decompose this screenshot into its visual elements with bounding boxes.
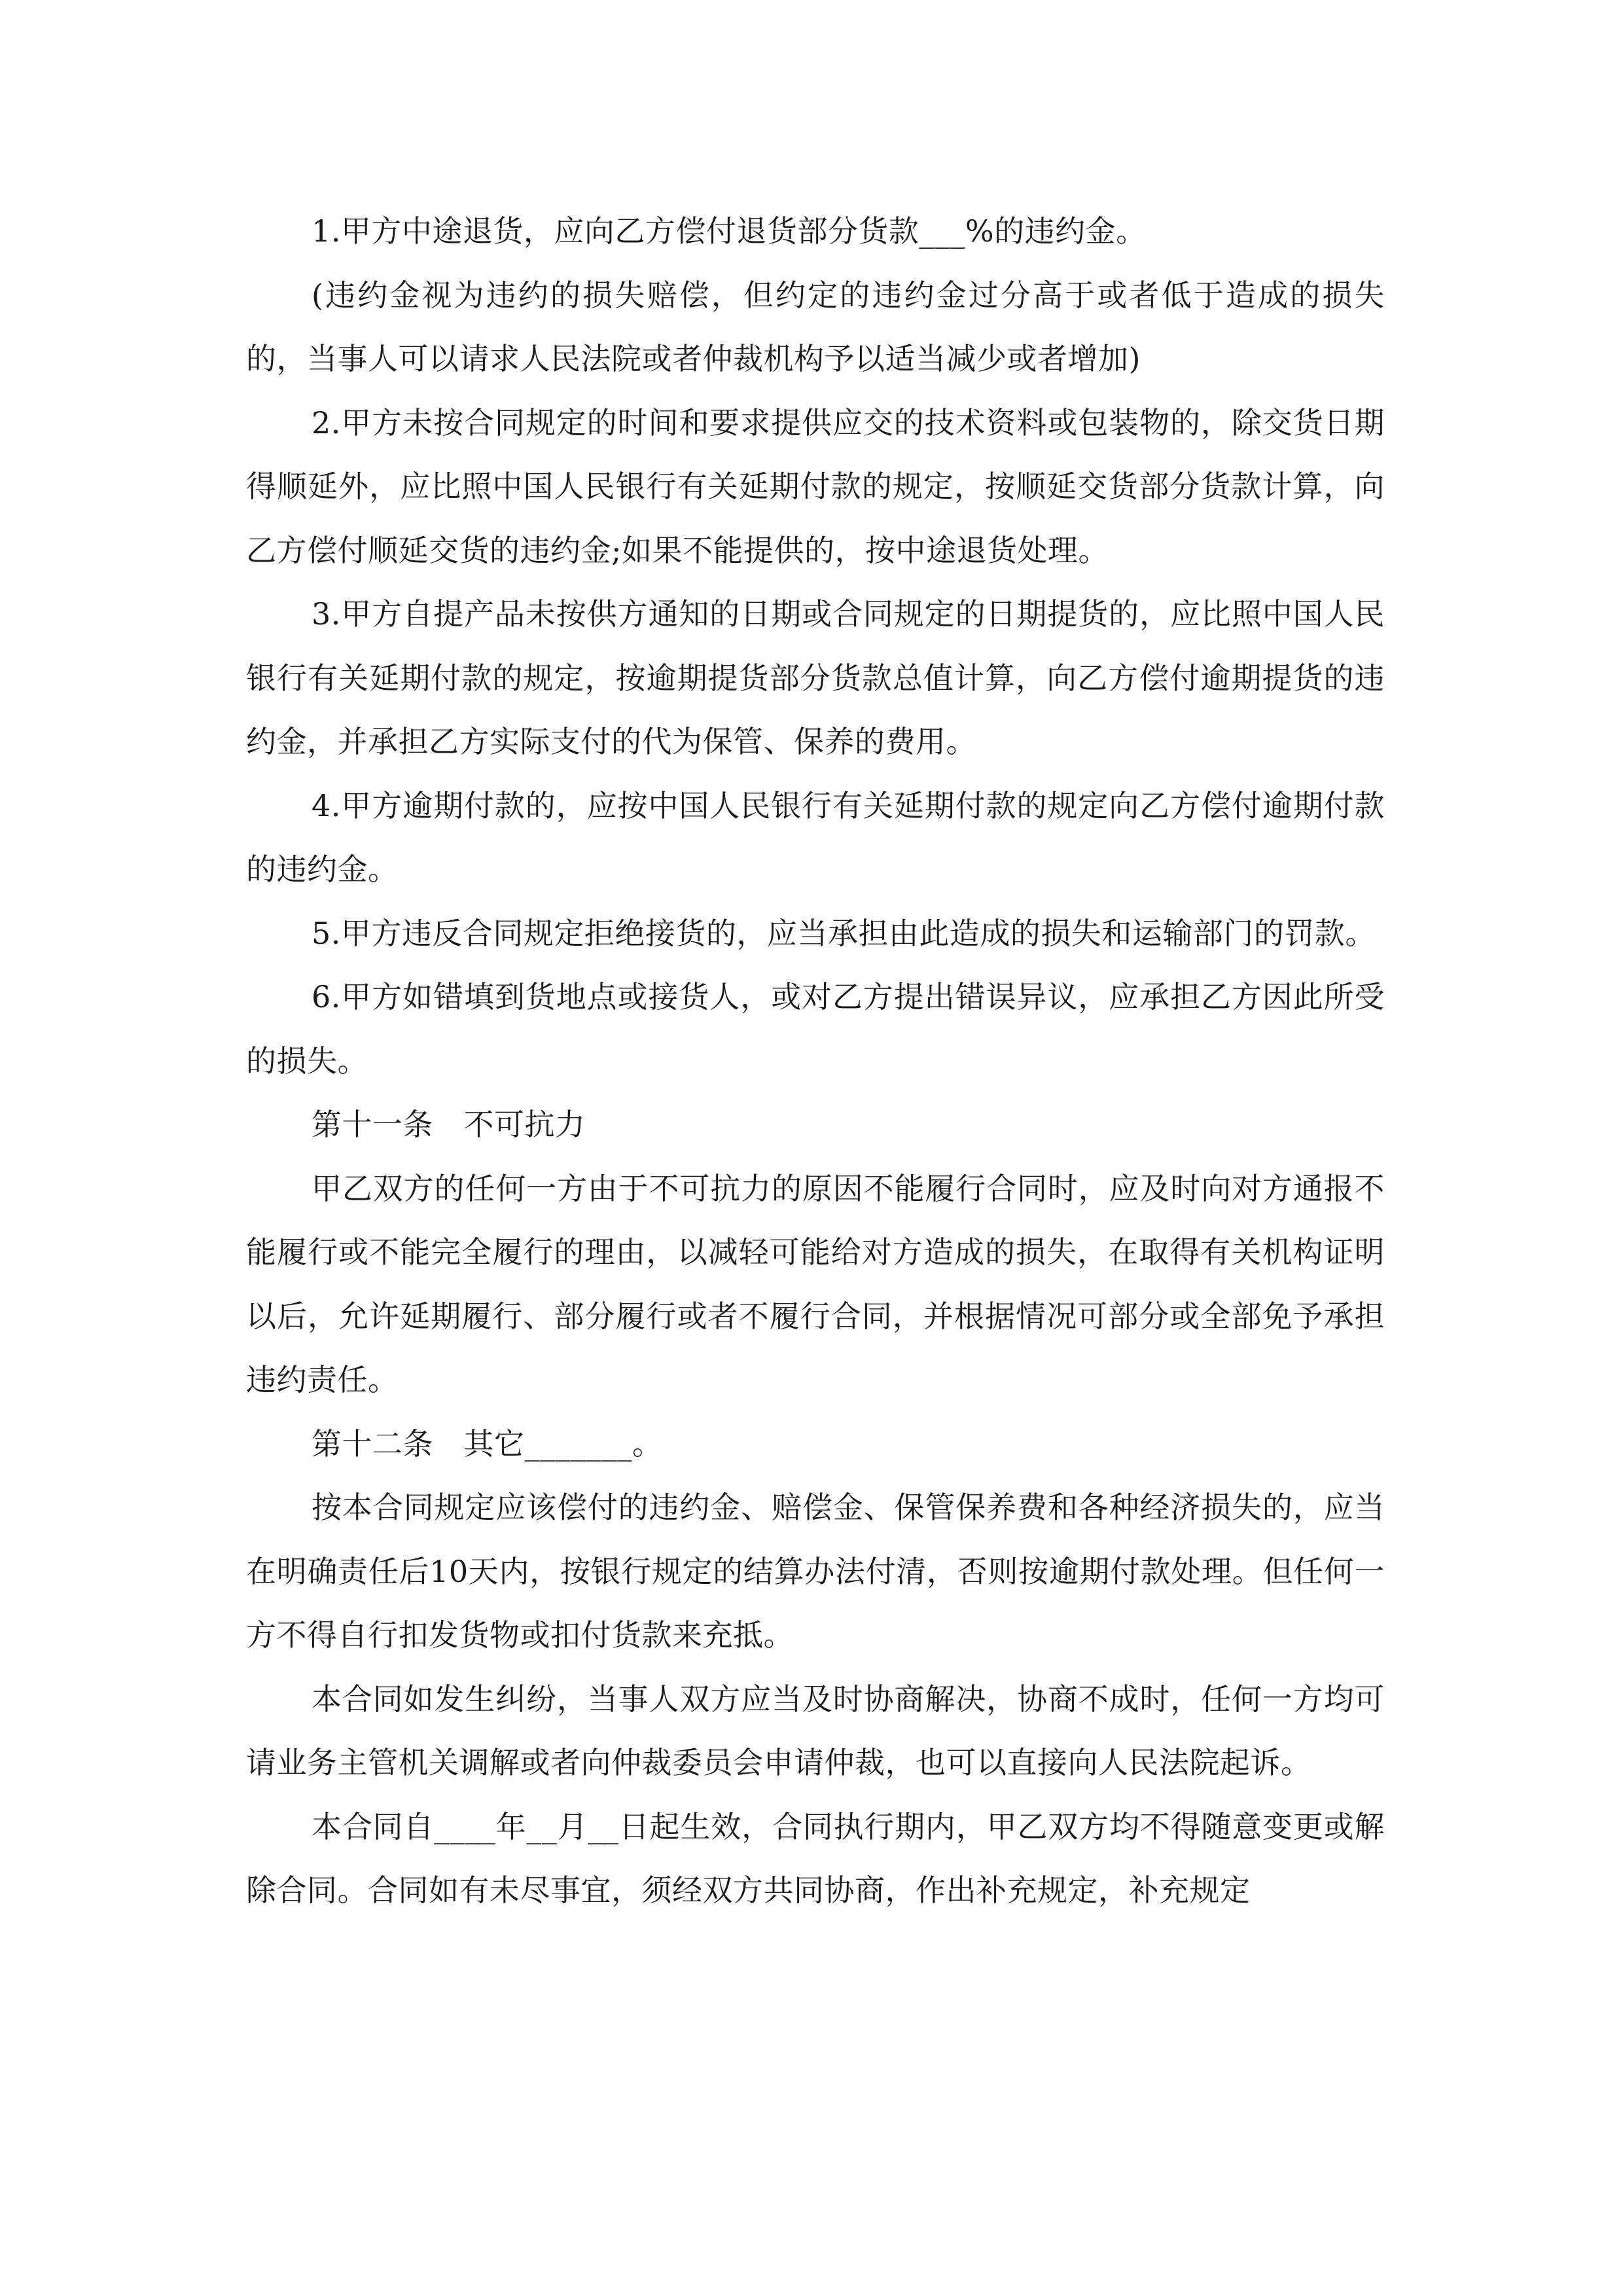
article-11-heading: 第十一条 不可抗力	[312, 1107, 586, 1142]
effective-date-paragraph: 本合同自____年__月__日起生效，合同执行期内，甲乙双方均不得随意变更或解除合同。合同如有未尽事宜，须经双方共同协商，作出补充规定，补充规定	[246, 1808, 1385, 1908]
clause-4-late-payment: 4.甲方逾期付款的，应按中国人民银行有关延期付款的规定向乙方偿付逾期付款的违约金。	[246, 787, 1385, 887]
clause-6-wrong-address: 6.甲方如错填到货地点或接货人，或对乙方提出错误异议，应承担乙方因此所受的损失。	[246, 979, 1385, 1079]
dispute-paragraph: 本合同如发生纠纷，当事人双方应当及时协商解决，协商不成时，任何一方均可请业务主管机关调解或者向仲裁委员会申请仲裁，也可以直接向人民法院起诉。	[246, 1681, 1385, 1780]
clause-5-refuse-delivery: 5.甲方违反合同规定拒绝接货的，应当承担由此造成的损失和运输部门的罚款。	[312, 915, 1376, 951]
settlement-paragraph: 按本合同规定应该偿付的违约金、赔偿金、保管保养费和各种经济损失的，应当在明确责任后10天内，按银行规定的结算办法付清，否则按逾期付款处理。但任何一方不得自行扣发货物或扣付货款来充抵。	[246, 1490, 1385, 1653]
penalty-note: (违约金视为违约的损失赔偿，但约定的违约金过分高于或者低于造成的损失的，当事人可以请求人民法院或者仲裁机构予以适当减少或者增加)	[246, 277, 1385, 376]
document-body	[246, 200, 1385, 1923]
clause-1-return-penalty: 1.甲方中途退货，应向乙方偿付退货部分货款___%的违约金。	[312, 213, 1147, 249]
clause-3-self-pickup: 3.甲方自提产品未按供方通知的日期或合同规定的日期提货的，应比照中国人民银行有关延期付款的规定，按逾期提货部分货款总值计算，向乙方偿付逾期提货的违约金，并承担乙方实际支付的代为保管、保养的费用。	[246, 596, 1385, 759]
clause-2-technical-materials: 2.甲方未按合同规定的时间和要求提供应交的技术资料或包装物的，除交货日期得顺延外，应比照中国人民银行有关延期付款的规定，按顺延交货部分货款计算，向乙方偿付顺延交货的违约金;如果不能提供的，按中途退货处理。	[246, 404, 1385, 568]
article-12-heading: 第十二条 其它_______。	[312, 1426, 663, 1462]
article-11-body: 甲乙双方的任何一方由于不可抗力的原因不能履行合同时，应及时向对方通报不能履行或不能完全履行的理由，以减轻可能给对方造成的损失，在取得有关机构证明以后，允许延期履行、部分履行或者不履行合同，并根据情况可部分或全部免予承担违约责任。	[246, 1170, 1385, 1397]
